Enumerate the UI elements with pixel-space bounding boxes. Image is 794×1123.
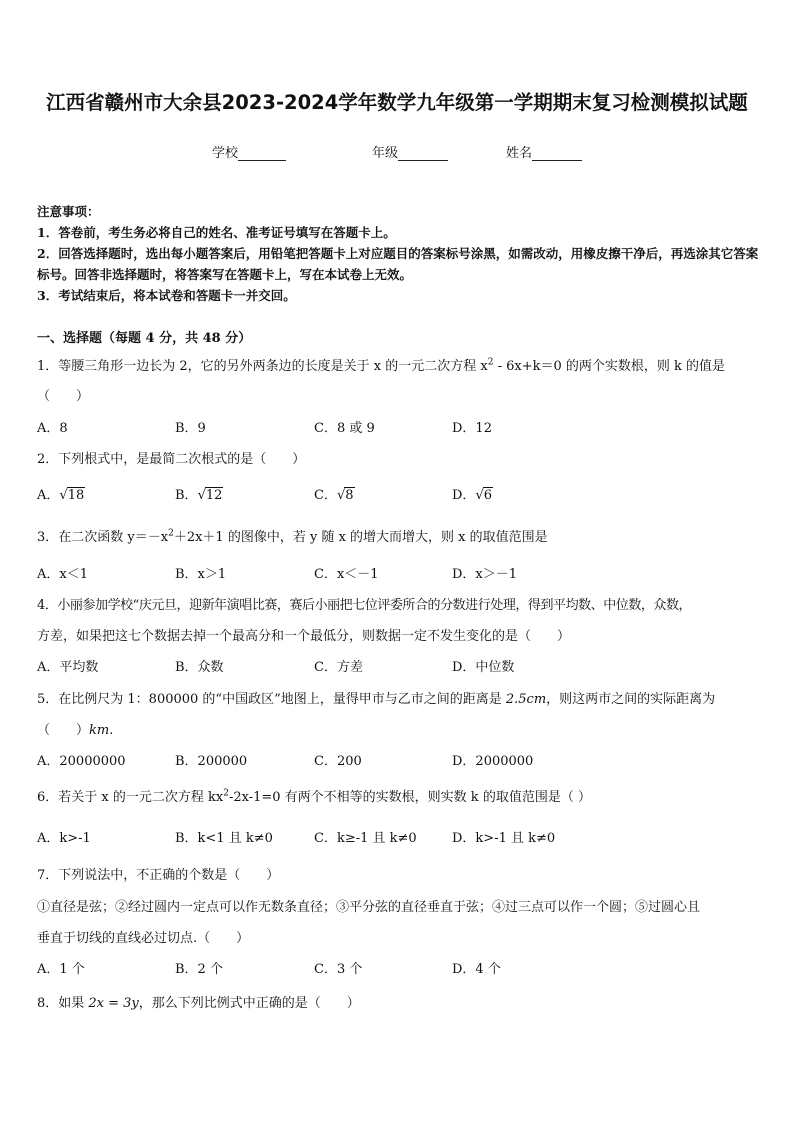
question-7-body-line1: ①直径是弦；②经过圆内一定点可以作无数条直径；③平分弦的直径垂直于弦；④过三点可以作一个圆；⑤过圆心且 xyxy=(37,900,701,915)
q3-option-b: B．x＞1 xyxy=(175,567,227,582)
q5-option-a: A．20000000 xyxy=(37,754,126,769)
question-5-stem-line1 xyxy=(37,688,759,707)
q1-option-c: C．8 或 9 xyxy=(314,421,375,436)
question-4-stem-line1: 4．小丽参加学校“庆元旦，迎新年演唱比赛，赛后小丽把七位评委所合的分数进行处理，得到平均数、中位数，众数， xyxy=(37,598,692,613)
q2-option-letter: A． xyxy=(37,488,60,503)
notice-item: 3．考试结束后，将本试卷和答题卡一并交回。 xyxy=(37,288,296,303)
q2-option-letter: D． xyxy=(452,488,476,503)
question-3-stem xyxy=(37,526,759,545)
q2-option-letter: C． xyxy=(314,488,337,503)
q2-option-c: C．√8 xyxy=(314,488,354,503)
q2-option-d: D．√6 xyxy=(452,488,493,503)
q1-option-b: B．9 xyxy=(175,421,206,436)
notice-item: 2．回答选择题时，选出每小题答案后，用铅笔把答题卡上对应题目的答案标号涂黑，如需改动，用橡皮擦干净后，再选涂其它答案标号。回答非选择题时，将答案写在答题卡上，写在本试卷上无效。 xyxy=(37,246,759,282)
q2-radicand: 6 xyxy=(483,488,493,503)
q8-stem-part: ，那么下列比例式中正确的是（ ） xyxy=(138,996,360,1011)
notice-block xyxy=(37,201,759,306)
q6-option-c: C．k≥-1 且 k≠0 xyxy=(314,831,417,846)
name-field xyxy=(506,142,582,161)
school-blank xyxy=(238,146,286,161)
school-label: 学校 xyxy=(212,146,239,161)
question-7-stem: 7．下列说法中，不正确的个数是（ ） xyxy=(37,868,280,883)
q5-stem-part: 5．在比例尺为 1：800000 的“中国政区”地图上，量得甲市与乙市之间的距离是 xyxy=(37,692,506,707)
q6-exponent: 2 xyxy=(223,788,229,799)
q2-radicand: 8 xyxy=(345,488,354,503)
q5-distance: 2.5cm xyxy=(505,692,547,707)
q3-stem-part: 3．在二次函数 y＝－x xyxy=(37,530,169,545)
q3-stem-part: ＋2x＋1 的图像中，若 y 随 x 的增大而增大，则 x 的取值范围是 xyxy=(173,530,548,545)
grade-blank xyxy=(398,146,448,161)
question-6-stem xyxy=(37,786,759,805)
q1-option-a: A．8 xyxy=(37,421,68,436)
question-1-stem xyxy=(37,355,759,374)
q4-option-b: B．众数 xyxy=(175,660,224,675)
q2-option-a: A．√18 xyxy=(37,488,85,503)
q1-exponent: 2 xyxy=(487,357,494,368)
q2-radicand: 12 xyxy=(205,488,223,503)
q7-option-b: B．2 个 xyxy=(175,962,223,977)
q4-option-d: D．中位数 xyxy=(452,660,515,675)
q5-stem-part: ，则这两市之间的实际距离为 xyxy=(546,692,716,707)
q5-stem-part: . xyxy=(109,723,114,738)
grade-label: 年级 xyxy=(372,146,399,161)
q1-stem-part: - 6x+k＝0 的两个实数根，则 k 的值是 xyxy=(493,359,726,374)
q2-option-letter: B． xyxy=(175,488,198,503)
q6-option-a: A．k>-1 xyxy=(37,831,91,846)
q5-option-b: B．200000 xyxy=(175,754,248,769)
section-heading: 一、选择题（每题 4 分，共 48 分） xyxy=(37,331,252,346)
school-field xyxy=(212,142,286,161)
q6-stem-part: 6．若关于 x 的一元二次方程 kx xyxy=(37,790,224,805)
question-7-body-line2: 垂直于切线的直线必过切点.（ ） xyxy=(37,931,250,946)
q7-option-a: A．1 个 xyxy=(37,962,85,977)
question-2-stem: 2．下列根式中，是最简二次根式的是（ ） xyxy=(37,452,306,467)
question-5-stem-line2 xyxy=(37,719,759,738)
q2-option-b: B．√12 xyxy=(175,488,223,503)
page-title: 江西省赣州市大余县2023-2024学年数学九年级第一学期期末复习检测模拟试题 xyxy=(46,91,748,114)
q3-option-c: C．x＜－1 xyxy=(314,567,379,582)
q8-equation: 2x = 3y xyxy=(88,996,139,1011)
q5-option-c: C．200 xyxy=(314,754,362,769)
name-blank xyxy=(532,146,582,161)
q3-option-a: A．x＜1 xyxy=(37,567,88,582)
q6-option-b: B．k<1 且 k≠0 xyxy=(175,831,273,846)
q3-option-d: D．x＞－1 xyxy=(452,567,518,582)
q6-stem-part: -2x-1=0 有两个不相等的实数根，则实数 k 的取值范围是（ ） xyxy=(228,790,591,805)
q1-option-d: D．12 xyxy=(452,421,492,436)
q6-option-d: D．k>-1 且 k≠0 xyxy=(452,831,556,846)
q4-option-a: A．平均数 xyxy=(37,660,99,675)
q2-radicand: 18 xyxy=(67,488,85,503)
q7-option-d: D．4 个 xyxy=(452,962,501,977)
question-8-stem xyxy=(37,992,759,1011)
q8-stem-part: 8．如果 xyxy=(37,996,89,1011)
question-4-stem-line2: 方差，如果把这七个数据去掉一个最高分和一个最低分，则数据一定不发生变化的是（ ） xyxy=(37,629,571,644)
q3-exponent: 2 xyxy=(168,528,174,539)
q1-stem-part: 1．等腰三角形一边长为 2，它的另外两条边的长度是关于 x 的一元二次方程 x xyxy=(37,359,488,374)
name-label: 姓名 xyxy=(506,146,533,161)
q5-paren: （ ） xyxy=(37,723,90,738)
notice-heading: 注意事项： xyxy=(37,204,100,219)
notice-item: 1．答卷前，考生务必将自己的姓名、准考证号填写在答题卡上。 xyxy=(37,225,396,240)
q5-option-d: D．2000000 xyxy=(452,754,534,769)
q5-unit: km xyxy=(89,723,110,738)
grade-field xyxy=(372,142,448,161)
question-1-paren: （ ） xyxy=(37,389,90,404)
q4-option-c: C．方差 xyxy=(314,660,363,675)
q7-option-c: C．3 个 xyxy=(314,962,363,977)
